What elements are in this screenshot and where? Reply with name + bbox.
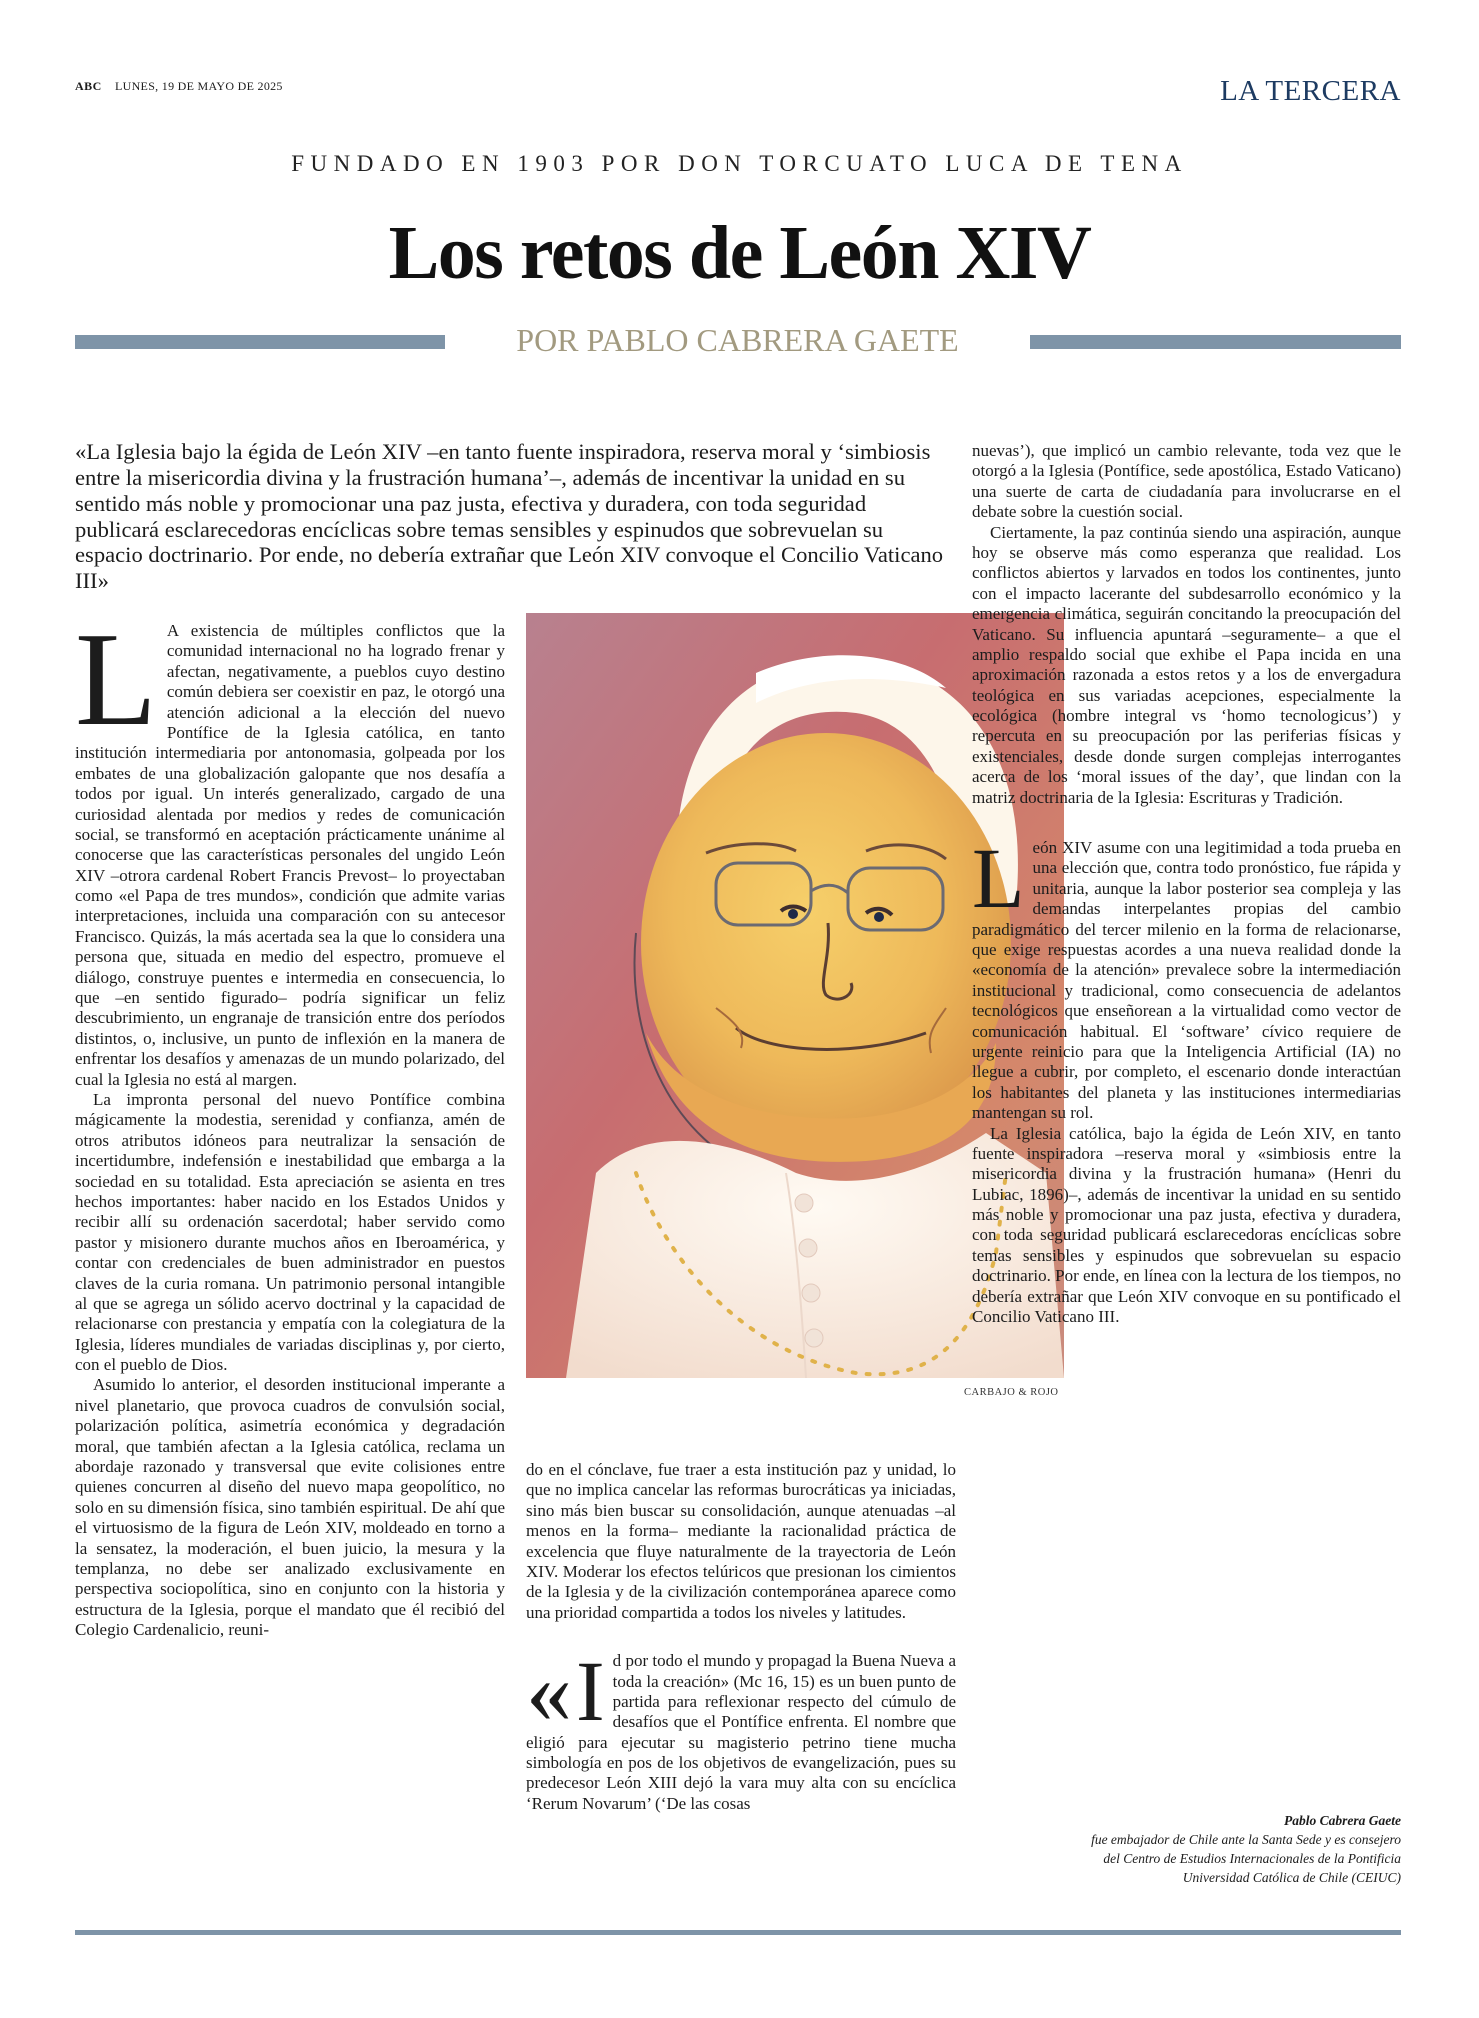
byline-rule-right	[1030, 335, 1401, 349]
column-1	[75, 605, 505, 1641]
issue-date: LUNES, 19 DE MAYO DE 2025	[115, 79, 283, 93]
founded-line: FUNDADO EN 1903 POR DON TORCUATO LUCA DE TENA	[291, 151, 1188, 176]
author-note	[961, 1811, 1401, 1888]
byline-rule-left	[75, 335, 445, 349]
quote-mark: «	[526, 1640, 572, 1743]
bottom-rule	[75, 1930, 1401, 1935]
paragraph: nuevas’), que implicó un cambio relevante, toda vez que le otorgó a la Iglesia (Pontífice, sede apostólica, Estado Vaticano) una suerte de carta de ciudadanía para involucrarse en el debate sobre la cuestión social.	[972, 441, 1401, 522]
paragraph: La impronta personal del nuevo Pontífice combina mágicamente la modestia, serenidad y confianza, amén de otros atributos idóneos para neutralizar la sensación de incertidumbre, indefensión e inestabilidad que embarga a la sociedad en su totalidad. Esta apreciación se asienta en tres hechos importantes: haber nacido en los Estados Unidos y recibir allí su ordenación sacerdotal; haber servido como pastor y misionero durante muchos años en Iberoamérica, y contar con credenciales de buen administrador en puestos claves de la curia romana. Un patrimonio personal intangible al que se agrega un sólido acervo doctrinal y la capacidad de relacionarse con prestancia y empatía con la colegiatura de la Iglesia, líderes mundiales de variadas disciplinas y, por cierto, con el pueblo de Dios.	[75, 1089, 505, 1375]
paragraph: do en el cónclave, fue traer a esta institución paz y unidad, lo que no implica cancelar las reformas burocráticas ya iniciadas, sino más bien buscar su consolidación, aunque atenuadas –al menos en la forma– mediante la racionalidad práctica de excelencia que fluye naturalmente de la trayectoria de León XIV. Moderar los efectos telúricos que presionan los cimientos de la Iglesia y de la civilización contemporánea aparece como una prioridad compartida a todos los niveles y latitudes.	[526, 1460, 956, 1622]
drop-cap: I	[576, 1643, 605, 1740]
column-3	[972, 441, 1401, 1327]
paragraph: Asumido lo anterior, el desorden institucional imperante a nivel planetario, que provoca cuadros de convulsión social, polarización política, asimetría económica y degradación moral, que también afectan a la Iglesia católica, reclama un abordaje razonado y transversal que evite colisiones entre quienes concurren al diseño del nuevo mapa geopolítico, no solo en su dimensión física, sino también espiritual. De ahí que el virtuosismo de la figura de León XIV, moldeado en torno a la sensatez, la moderación, el buen juicio, la mesura y la templanza, no debe ser analizado exclusivamente en perspectiva sociopolítica, sino en conjunto con la historia y estructura de la Iglesia, porque el mandato que él recibió del Colegio Cardenalicio, reuni-	[75, 1375, 505, 1640]
drop-cap: L	[75, 605, 157, 753]
article-title: Los retos de León XIV	[388, 211, 1091, 295]
section-title: LA TERCERA	[1220, 75, 1401, 107]
page-header	[75, 75, 1401, 115]
paper-name: ABC	[75, 79, 102, 93]
paragraph: León XIV asume con una legitimidad a toda prueba en una elección que, contra todo pronóstico, fue rápida y unitaria, aunque la labor posterior sea compleja y las demandas interpelantes propias del cambio paradigmático del tercer milenio en la forma de relacionarse, que exige respuestas acordes a una nueva realidad donde la «economía de la atención» prevalece sobre la intermediación institucional y tradicional, como consecuencia de adelantos tecnológicos que enseñorean a la virtualidad como vector de comunicación habitual. El ‘software’ cívico requiere de urgente reinicio para que la Inteligencia Artificial (IA) no llegue a cubrir, por completo, el escenario donde interactúan los habitantes del planeta y las instituciones intermediarias mantengan su rol.	[972, 830, 1401, 1123]
paragraph: Ciertamente, la paz continúa siendo una aspiración, aunque hoy se observe más como esperanza que realidad. Los conflictos abiertos y larvados en todos los continentes, junto con el impacto lacerante del subdesarrollo económico y la emergencia climática, seguirán concitando la preocupación del Vaticano. Su influencia apuntará –seguramente– a que el amplio respaldo social que exhibe el Papa incida en una aproximación razonada a estos retos y a los de envergadura teológica en sus variadas acepciones, especialmente la ecológica (hombre integral vs ‘homo tecnologicus’) y repercuta en su preocupación por las periferias físicas y existenciales, desde donde surgen complejas interrogantes acerca de los ‘moral issues of the day’, que lindan con la matriz doctrinaria de la Iglesia: Escrituras y Tradición.	[972, 522, 1401, 807]
lead-quote: «La Iglesia bajo la égida de León XIV –en tanto fuente inspiradora, reserva moral y ‘simbiosis entre la misericordia divina y la frustración humana’–, además de incentivar la unidad en su sentido más noble y promocionar una paz justa, efectiva y duradera, con toda seguridad publicará esclarecedoras encíclicas sobre temas sensibles y espinudos que sobrevuelan su espacio doctrinario. Por ende, no debería extrañar que León XIV convoque el Concilio Vaticano III»	[75, 439, 944, 594]
paragraph: « I d por todo el mundo y propagad la Buena Nueva a toda la creación» (Mc 16, 15) es un buen punto de partida para reflexionar respecto del cúmulo de desafíos que el Pontífice enfrenta. El nombre que eligió para ejecutar su magisterio petrino tiene mucha simbología en pos de los objetivos de evangelización, pues su predecesor León XIII dejó la vara muy alta con su encíclica ‘Rerum Novarum’ (‘De las cosas	[526, 1640, 956, 1813]
paragraph: L A existencia de múltiples conflictos que la comunidad internacional no ha logrado frenar y afectan, negativamente, a pueblos cuyo destino común debiera ser coexistir en paz, le otorgó una atención adicional a la elección del nuevo Pontífice de la Iglesia católica, en tanto institución intermediaria por antonomasia, golpeada por los embates de una globalización galopante que nos desafía a todos por igual. Un interés generalizado, cargado de una curiosidad alentada por medios y redes de comunicación social, se transformó en aceptación prácticamente unánime al conocerse que las características personales del ungido León XIV –otrora cardenal Robert Francis Prevost– lo proyectaban como «el Papa de tres mundos», condición que admite varias interpretaciones, incluida una comparación con su antecesor Francisco. Quizás, la más acertada sea la que lo considera una persona que, situada en medio del espectro, promueve el diálogo, construye puentes e intermedia en consecuencia, lo que –en sentido figurado– podría significar un feliz descubrimiento, un engranaje de transición entre dos períodos distintos, o, inclusive, un punto de inflexión en la manera de enfrentar los desafíos y amenazas de un mundo polarizado, del cual la Iglesia no está al margen.	[75, 605, 505, 1089]
drop-cap: L	[972, 830, 1025, 927]
column-2	[526, 1460, 956, 1814]
paragraph: La Iglesia católica, bajo la égida de León XIV, en tanto fuente inspiradora –reserva moral y «simbiosis entre la misericordia divina y la frustración humana» (Henri du Lubiac, 1896)–, además de incentivar la unidad en su sentido más noble y promocionar una paz justa, efectiva y duradera, con toda seguridad publicará esclarecedoras encíclicas sobre temas sensibles y espinudos que sobrevuelan su espacio doctrinario. Por ende, en línea con la lectura de los tiempos, no debería extrañar que León XIV convoque en su pontificado el Concilio Vaticano III.	[972, 1123, 1401, 1327]
author-bio-line: Universidad Católica de Chile (CEIUC)	[1182, 1870, 1401, 1886]
author-bio-line: del Centro de Estudios Internacionales de la Pontificia	[1103, 1851, 1401, 1867]
author-bio-line: fue embajador de Chile ante la Santa Sede y es consejero	[1091, 1832, 1401, 1848]
illustration-credit: CARBAJO & ROJO	[964, 1387, 1059, 1398]
author-name: Pablo Cabrera Gaete	[1284, 1813, 1401, 1828]
byline: POR PABLO CABRERA GAETE	[516, 322, 959, 358]
